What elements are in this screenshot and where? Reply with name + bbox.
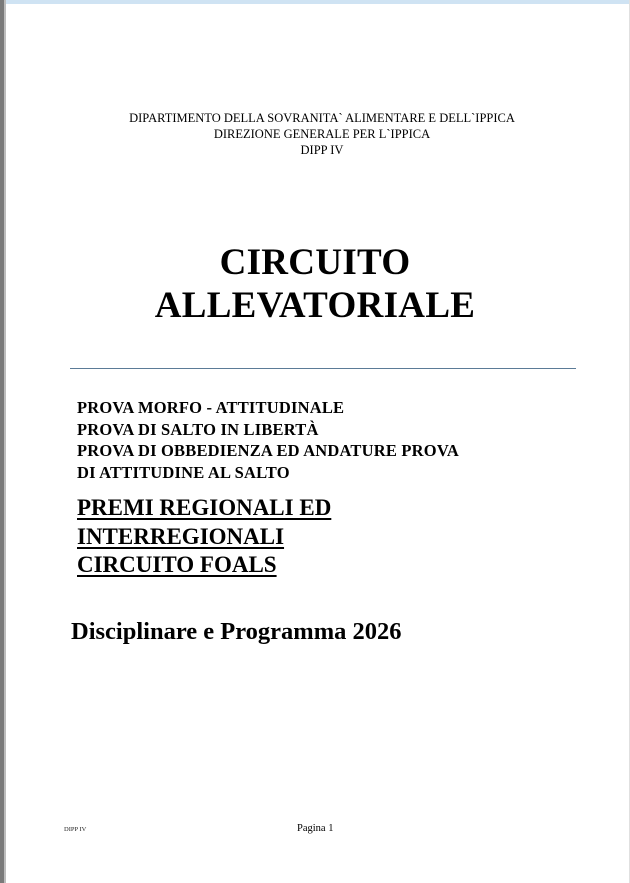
premi-heading [77,494,331,580]
footer-page-number: Pagina 1 [297,823,334,834]
disciplinare-title: Disciplinare e Programma 2026 [71,618,402,645]
window-top-bar [0,0,630,4]
horizontal-divider [70,368,576,369]
prove-line: DI ATTITUDINE AL SALTO [77,462,290,482]
header-line-office: DIPP IV [300,143,344,157]
department-header [0,110,630,158]
footer-office-label: DIPP IV [64,826,87,833]
header-line-department: DIPARTIMENTO DELLA SOVRANITA` ALIMENTARE E DELL`IPPICA [129,111,515,125]
header-line-direzione: DIREZIONE GENERALE PER L`IPPICA [213,127,431,141]
premi-line: PREMI REGIONALI ED [77,495,332,520]
prove-line: PROVA DI OBBEDIENZA ED ANDATURE PROVA [77,441,459,460]
premi-line: INTERREGIONALI [77,523,285,549]
premi-line: CIRCUITO FOALS [77,552,277,577]
title-line-1: CIRCUITO [219,242,411,283]
document-title [0,241,630,327]
prove-line: PROVA DI SALTO IN LIBERTÀ [77,419,319,439]
title-line-2: ALLEVATORIALE [154,285,476,326]
prove-list [77,397,459,483]
prove-line: PROVA MORFO - ATTITUDINALE [77,398,345,417]
